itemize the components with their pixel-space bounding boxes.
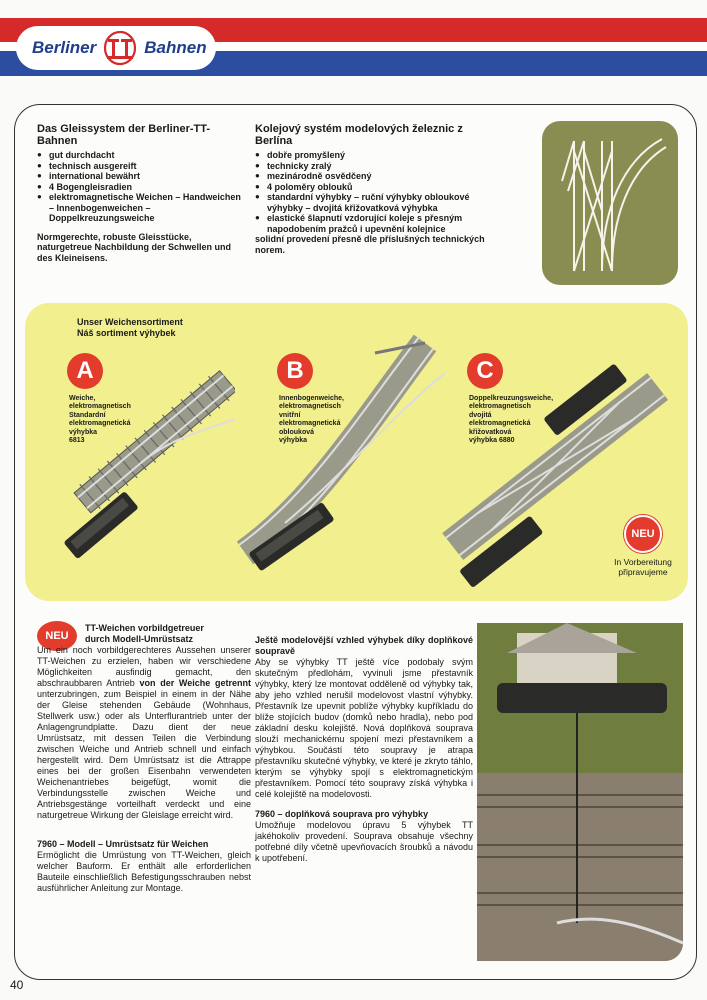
- caption-line: vnitřní: [279, 411, 301, 419]
- logo-text-left: Berliner: [32, 38, 97, 57]
- caption-line: výhybka: [279, 437, 308, 445]
- intro-cz-bullets: [255, 150, 485, 234]
- de-paragraph: [37, 645, 251, 821]
- badge-b: B: [277, 353, 313, 389]
- cz-paragraph: Aby se výhybky TT ještě více podobaly svým skutečným předlohám, vyvinuli jsme přestavník výhybky, který lze montovat odděleně od výhybky tak, aby jeho vzhled nerušil modelovost vlastní výhybky. Přestavník lze upevnit poblíže výhybky kupříkladu do blíže stojících budov (domků nebo hradla), nebo pod základní desku kolejiště. Nová doplňková souprava slouží mechanickému spojení mezi přestavníkem a výhybkou. Součástí této soupravy je atrapa přestavníku skutečné výhybky, ve které je zkryto táhlo, kterým se výhybky spojí s elektromagnetickým přestavníkem. Pomocí této soupravy získá výhybka i celé kolejiště na modelovosti.: [255, 657, 473, 799]
- list-item: ● technicky zralý: [255, 161, 485, 172]
- tt-logo-icon: [102, 30, 138, 66]
- list-item: ● dobře promyšlený: [255, 150, 485, 161]
- brand-logo[interactable]: [16, 26, 216, 70]
- cz-item-title: 7960 – doplňková souprava pro výhybky: [255, 809, 429, 819]
- caption-line: dvojitá: [469, 411, 492, 419]
- list-item: ● international bewährt: [37, 171, 243, 182]
- neu-notice: [603, 515, 683, 577]
- neu-badge: NEU: [624, 515, 662, 553]
- track-diagram-icon: [542, 121, 678, 285]
- badge-a: A: [67, 353, 103, 389]
- de-item-text: Ermöglicht die Umrüstung von TT-Weichen, gleich welcher Bauform. Er enthält alle erforderlichen Bauteile einschließlich Befestigungsschrauben nebst ausführlicher Anleitung zur Montage.: [37, 850, 251, 893]
- caption-line: elektromagnetická: [469, 420, 531, 428]
- list-item: ● standardní výhybky – ruční výhybky obloukové výhybky – dvojitá křižovatková výhybka: [255, 192, 485, 213]
- badge-c: C: [467, 353, 503, 389]
- turnout-assortment-panel: [25, 303, 688, 601]
- caption-line: elektromagnetická: [69, 420, 131, 428]
- de-heading-2: durch Modell-Umrüstsatz: [85, 634, 194, 644]
- intro-de-tail: Normgerechte, robuste Gleisstücke, naturgetreue Nachbildung der Schwellen und des Kleineisens.: [37, 231, 232, 263]
- cz-item-text: Umožňuje modelovou úpravu 5 výhybek TT jakéhokoliv provedení. Souprava obsahuje všechny potřebné díly včetně upevňovacích šroubků a návodu k upotřebení.: [255, 820, 473, 863]
- track-layout-thumbnail: [542, 121, 678, 285]
- panel-heading: [77, 317, 183, 339]
- intro-czech: [255, 123, 485, 255]
- caption-line: Innenbogenweiche,: [279, 395, 344, 402]
- caption-line: oblouková: [279, 428, 315, 436]
- intro-de-bullets: [37, 150, 243, 224]
- caption-line: elektromagnetisch: [469, 403, 531, 411]
- list-item: ● elektromagnetische Weichen – Handweichen – Innenbogenweichen – Doppelkreuzungsweiche: [37, 192, 243, 224]
- de-para-bold: von der Weiche getrennt: [139, 678, 251, 688]
- czech-column: [255, 635, 473, 864]
- caption-line: Doppelkreuzungsweiche,: [469, 395, 554, 402]
- cz-heading: Ještě modelovější vzhled výhybek díky doplňkové soupravě: [255, 635, 473, 656]
- de-item-title: 7960 – Modell – Umrüstsatz für Weichen: [37, 839, 209, 849]
- intro-cz-title: Kolejový systém modelových železnic z Berlína: [255, 123, 463, 147]
- caption-line: elektromagnetická: [279, 420, 341, 428]
- caption-line: 6813: [69, 437, 85, 445]
- intro-de-title: Das Gleissystem der Berliner-TT-Bahnen: [37, 123, 211, 147]
- caption-line: elektromagnetisch: [279, 403, 341, 411]
- list-item: ● mezinárodně osvědčený: [255, 171, 485, 182]
- list-item: ● elastické šlapnutí vzdorující koleje s přesným napodobením pražců i upevnění kolejnice: [255, 213, 485, 234]
- neu-badge-small: NEU: [37, 621, 77, 651]
- list-item: ● 4 Bogengleisradien: [37, 182, 243, 193]
- turnout-a-image[interactable]: [55, 343, 235, 563]
- list-item: ● gut durchdacht: [37, 150, 243, 161]
- neu-caption-cz: připravujeme: [618, 567, 668, 577]
- de-para-part-a: Um ein noch vorbildgerechteres Aussehen unserer TT-Weichen zu erzielen, haben wir verschiedene Möglichkeiten ausfindig gemacht, den abschraubbaren Antrieb: [37, 645, 251, 688]
- content-card: [14, 104, 697, 980]
- de-para-part-b: unterzubringen, zum Beispiel in einem in der Nähe der Gleise stehenden Gebäude (Wohnhaus, Stellwerk usw.) oder als Unterflurantrieb unter der Anlagengrundplatte. Dazu dient der neue Umrüstsatz, mit dessen Teilen die Verbindung zwischen Weiche und Antrieb schnell und einfach hergestellt wird. Dem Umrüstsatz ist die Attrappe eines bei der großen Eisenbahn verwendeten Weichenantriebes beigefügt, womit die Verbindungsstelle zwischen Weiche und Antriebsgestänge vorteilhaft verdeckt und eine naturgetreue Wirkung der Gleislage erreicht wird.: [37, 689, 251, 820]
- neu-caption-de: In Vorbereitung: [614, 557, 672, 567]
- caption-line: Standardní: [69, 411, 106, 419]
- model-railway-photo-icon: [477, 623, 683, 961]
- page-number: 40: [10, 978, 24, 992]
- caption-line: výhybka: [69, 428, 98, 436]
- panel-heading-de: Unser Weichensortiment: [77, 317, 183, 327]
- caption-line: Weiche,: [69, 395, 96, 402]
- intro-german: [37, 123, 243, 263]
- intro-cz-tail: solidní provedení přesně dle příslušných technických norem.: [255, 234, 485, 255]
- german-column: [37, 623, 251, 894]
- list-item: ● 4 poloměry oblouků: [255, 182, 485, 193]
- layout-photo: [477, 623, 683, 961]
- panel-heading-cz: Náš sortiment výhybek: [77, 328, 176, 338]
- list-item: ● technisch ausgereift: [37, 161, 243, 172]
- de-heading-1: TT-Weichen vorbildgetreuer: [85, 623, 204, 633]
- caption-line: výhybka 6880: [469, 437, 515, 445]
- logo-text-right: Bahnen: [144, 38, 207, 57]
- caption-line: elektromagnetisch: [69, 403, 131, 411]
- turnout-b-image[interactable]: [225, 333, 455, 583]
- caption-line: křižovatková: [469, 428, 512, 436]
